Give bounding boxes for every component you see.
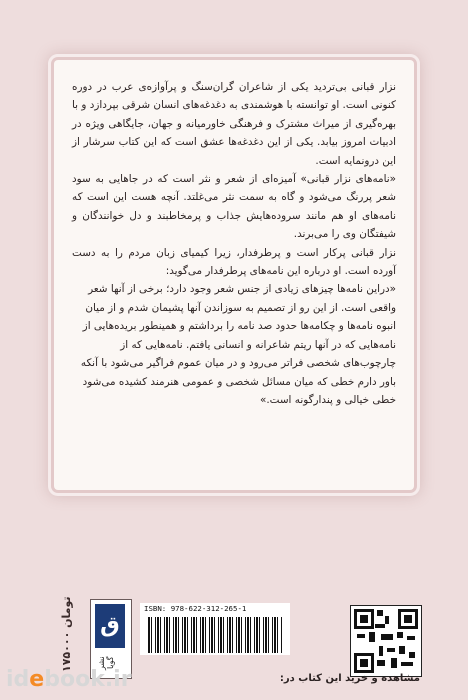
qr-module bbox=[401, 662, 413, 666]
qr-module bbox=[407, 636, 415, 640]
blurb-text bbox=[72, 78, 396, 478]
qr-finder bbox=[354, 653, 374, 673]
publisher-name: نشر گویا bbox=[97, 656, 115, 670]
blurb-paragraph: نزار قبانی پرکار است و پرطرفدار، زیرا کیمیای زبان مردم را به دست آورده است. او درباره این نامه‌های پرطرفدار می‌گوید: bbox=[72, 246, 396, 278]
barcode-bars bbox=[148, 617, 282, 653]
publisher-logo-icon: ق bbox=[95, 604, 125, 648]
cover-footer bbox=[0, 575, 468, 700]
blurb-quote: «دراین نامه‌ها چیزهای زیادی از جنس شعر وجود دارد؛ برخی از آنها شعر واقعی است. از این رو از تصمیم به سوزاندن آنها پشیمان شدم و از میان انبوه نامه‌ها و چکامه‌ها حدود صد نامه را برداشتم و همینطور بریده‌هایی از نامه‌هایی که در آنها ریتم شاعرانه و انسانی یافتم. نامه‌هایی که از چارچوب‌های شخصی فراتر می‌رود و در میان عموم فراگیر می‌شود با آنکه باور دارم خطی که میان مسائل شخصی و عمومی هنرمند کشیده می‌شود خطی خیالی و پندارگونه است.» bbox=[80, 283, 396, 406]
isbn-number: ISBN: 978-622-312-265-1 bbox=[144, 604, 247, 613]
qr-module bbox=[387, 648, 395, 652]
isbn-barcode bbox=[140, 603, 290, 655]
qr-module bbox=[357, 634, 365, 638]
qr-module bbox=[385, 616, 389, 624]
qr-module bbox=[391, 658, 397, 668]
watermark-suffix: book.ir bbox=[44, 667, 132, 692]
blurb-frame bbox=[54, 60, 414, 490]
qr-module bbox=[399, 646, 405, 654]
blurb-paragraph: «نامه‌های نزار قبانی» آمیزه‌ای از شعر و نثر است که در جاهایی به سود شعر پررنگ می‌شود و گاه به سمت نثر می‌غلتد. آنچه هست این است که نامه‌های او هم مانند سروده‌هایش جذاب و پرمخاطبند و دل خوانندگان و شیفتگان وی را می‌برند. bbox=[72, 173, 396, 241]
qr-module bbox=[379, 646, 383, 656]
watermark-eye-icon: e bbox=[29, 667, 45, 692]
site-watermark bbox=[6, 667, 166, 699]
qr-module bbox=[397, 632, 403, 638]
qr-module bbox=[375, 624, 385, 628]
blurb-paragraph: نزار قبانی بی‌تردید یکی از شاعران گران‌سنگ و پرآوازه‌ی عرب در دوره کنونی است. او توانسته با هوشمندی به دغدغه‌های انسان شرقی بپردازد و با بهره‌گیری از میراث مشترک و فرهنگی خاورمیانه و جهان، جایگاهی ویژه در ادبیات امروز بیابد. یکی از این دغدغه‌ها عشق است که این کتاب سرشار از این درونمایه است. bbox=[72, 81, 396, 167]
qr-finder bbox=[354, 609, 374, 629]
qr-code-icon[interactable] bbox=[350, 605, 422, 677]
qr-caption: مشاهده و خرید این کتاب در: bbox=[279, 673, 420, 684]
qr-module bbox=[377, 610, 383, 616]
price-label: ۱۷۵۰۰۰ تومان bbox=[60, 596, 73, 672]
qr-module bbox=[409, 652, 415, 658]
qr-module bbox=[369, 632, 375, 642]
qr-module bbox=[381, 634, 393, 640]
qr-module bbox=[377, 660, 385, 666]
qr-finder bbox=[398, 609, 418, 629]
watermark-prefix: id bbox=[6, 667, 30, 692]
